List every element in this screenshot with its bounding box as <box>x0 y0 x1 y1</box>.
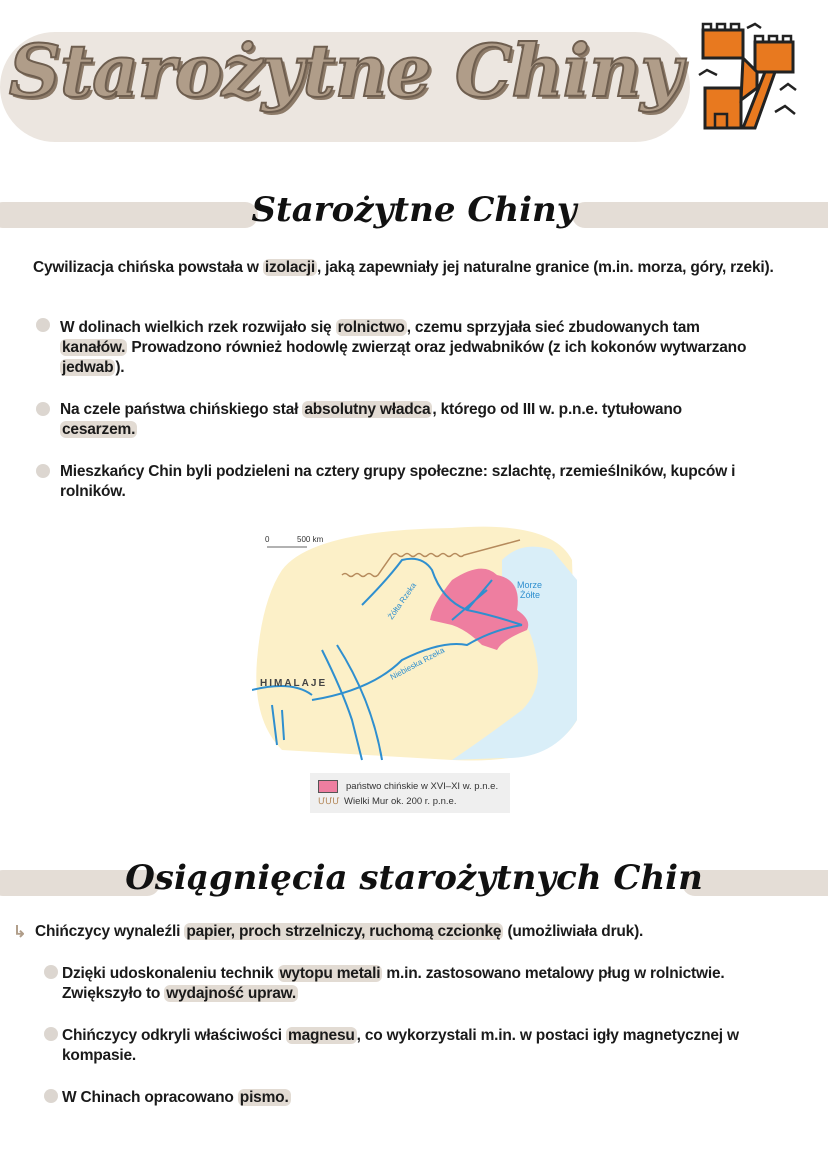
legend-label: państwo chińskie w XVI–XI w. p.n.e. <box>346 781 499 792</box>
highlighted-term: wytopu metali <box>279 965 381 982</box>
highlighted-term: cesarzem. <box>62 421 136 438</box>
highlighted-term: izolacji <box>264 259 315 276</box>
bullet-text <box>60 462 800 502</box>
text-segment: Mieszkańcy Chin byli podzieleni na cztery grupy społeczne: szlachtę, rzemieślników, kupców i rolników. <box>60 463 736 500</box>
highlighted-term: wydajność upraw. <box>166 985 297 1002</box>
map-legend <box>310 773 510 813</box>
map-ancient-china <box>252 520 582 765</box>
bullet-text <box>62 964 802 1004</box>
label-blue-river: Niebieska Rzeka <box>388 645 446 682</box>
label-yellow-river: Żółta Rzeka <box>386 581 419 622</box>
legend-item-wall <box>318 796 456 807</box>
bullet-dot <box>44 1089 58 1103</box>
page-title: Starożytne Chiny <box>8 28 682 113</box>
legend-item-state <box>318 780 498 793</box>
bullet-text <box>60 318 760 378</box>
highlighted-term: rolnictwo <box>337 319 405 336</box>
highlighted-term: absolutny władca <box>304 401 431 418</box>
highlighted-term: jedwab <box>62 359 114 376</box>
text-segment: Dzięki udoskonaleniu technik <box>62 965 278 982</box>
page-header <box>0 10 690 150</box>
highlighted-term: kanałów. <box>62 339 126 356</box>
text-segment: ). <box>115 359 125 376</box>
intro-paragraph <box>35 922 815 942</box>
bullet-dot <box>36 402 50 416</box>
text-segment: , czemu sprzyjała sieć zbudowanych tam <box>406 319 700 336</box>
bullet-text <box>60 400 760 440</box>
label-sea-1: Morze <box>517 580 543 590</box>
highlighted-term: papier, proch strzelniczy, ruchomą czcionkę <box>186 923 502 940</box>
bullet-text <box>62 1026 812 1066</box>
bullet-dot <box>44 1027 58 1041</box>
bullet-dot <box>36 464 50 478</box>
text-segment: Cywilizacja chińska powstała w <box>33 259 263 276</box>
intro-paragraph <box>33 258 793 278</box>
text-segment: Prowadzono również hodowlę zwierząt oraz jedwabników (z ich kokonów wytwarzano <box>127 339 747 356</box>
text-segment: , którego od III w. p.n.e. tytułowano <box>432 401 682 418</box>
text-segment: W Chinach opracowano <box>62 1089 238 1106</box>
text-segment: (umożliwiała druk). <box>503 923 644 940</box>
legend-swatch <box>318 780 338 793</box>
arrow-icon: ↳ <box>13 924 27 941</box>
great-wall-icon <box>695 20 805 135</box>
highlighted-term: magnesu <box>288 1027 355 1044</box>
wall-symbol-icon: ՄՄՄ <box>318 796 340 806</box>
section-header-achievements <box>0 858 828 908</box>
scale-zero: 0 <box>265 535 270 544</box>
legend-label: Wielki Mur ok. 200 r. p.n.e. <box>344 796 457 807</box>
bullet-dot <box>36 318 50 332</box>
text-segment: m.in. zastosowano metalowy pług w rolnictwie. Zwiększyło to <box>62 965 725 1002</box>
text-segment: Chińczycy odkryli właściwości <box>62 1027 287 1044</box>
section-title: Osiągnięcia starożytnych Chin <box>125 858 703 898</box>
text-segment: Na czele państwa chińskiego stał <box>60 401 303 418</box>
label-himalayas: HIMALAJE <box>260 678 328 689</box>
bullet-dot <box>44 965 58 979</box>
text-segment: Chińczycy wynaleźli <box>35 923 185 940</box>
text-segment: W dolinach wielkich rzek rozwijało się <box>60 319 336 336</box>
text-segment: , co wykorzystali m.in. w postaci igły magnetycznej w kompasie. <box>62 1027 739 1064</box>
label-sea-2: Żółte <box>520 590 541 600</box>
text-segment: , jaką zapewniały jej naturalne granice (m.in. morza, góry, rzeki). <box>316 259 774 276</box>
section-header-ancient-china <box>0 190 828 240</box>
scale-label: 500 km <box>297 535 324 544</box>
highlighted-term: pismo. <box>239 1089 289 1106</box>
section-title: Starożytne Chiny <box>251 190 577 230</box>
bullet-text <box>62 1088 802 1108</box>
